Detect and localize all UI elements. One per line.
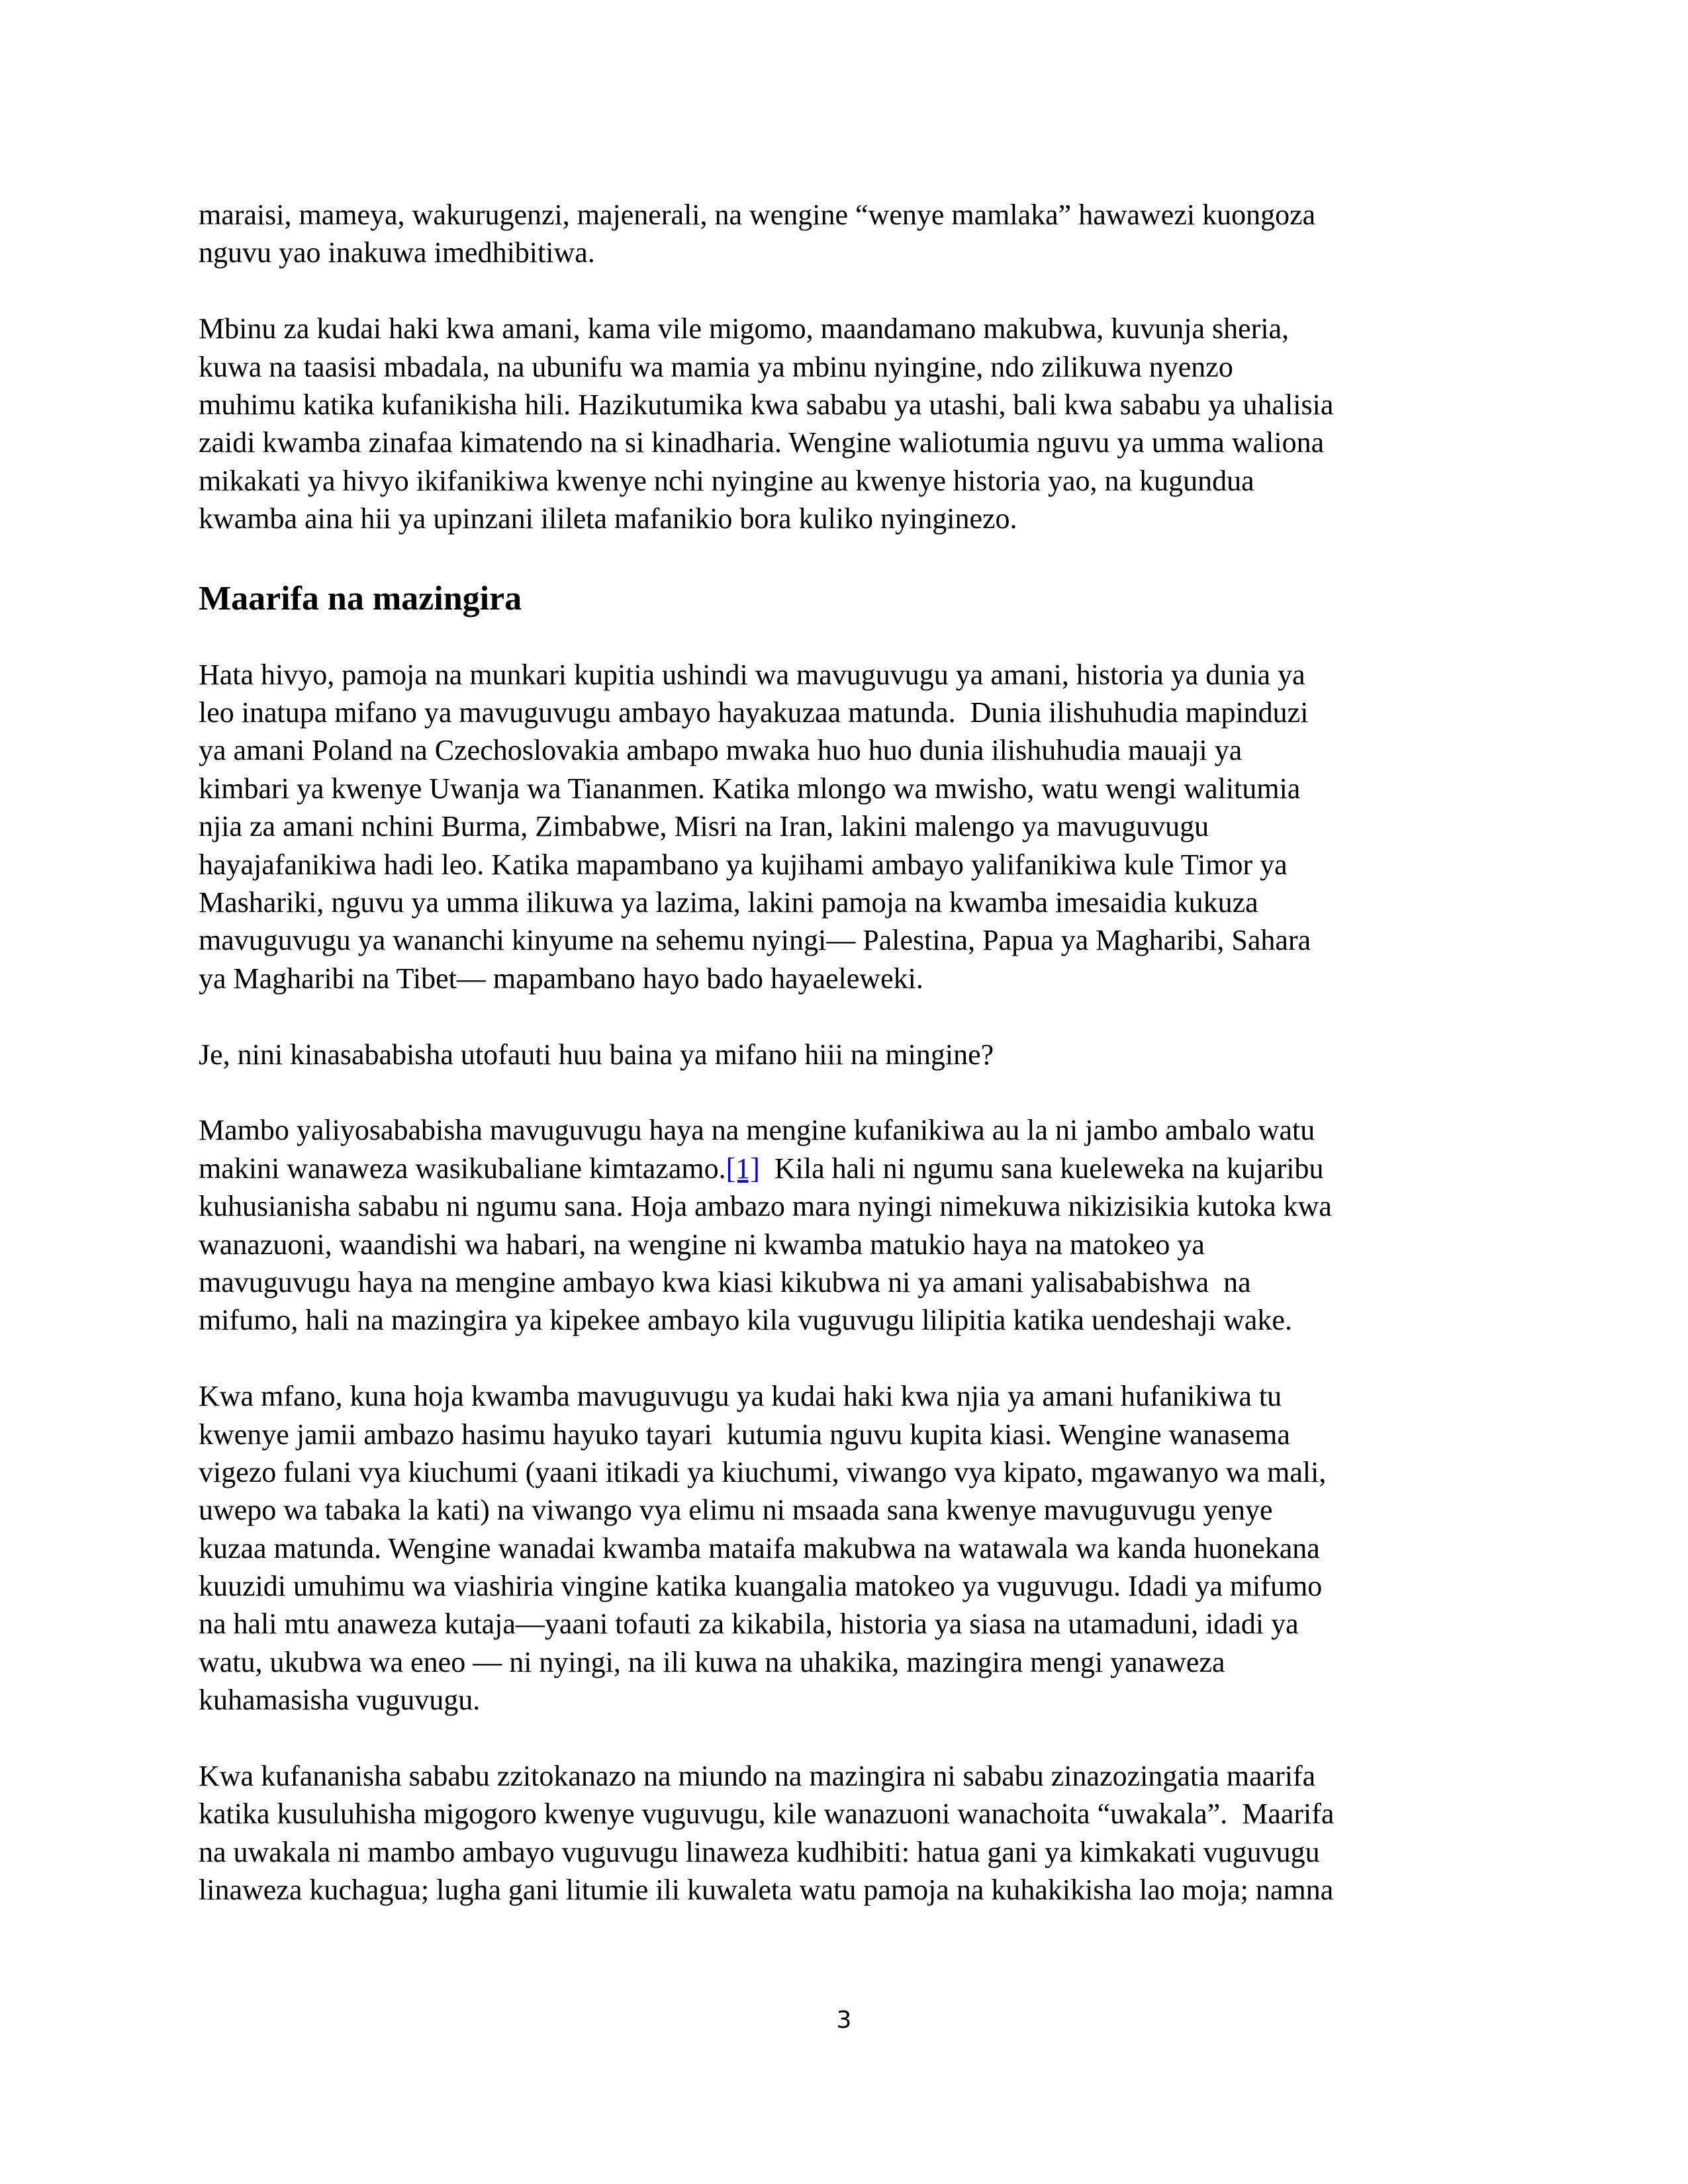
text-line: nguvu yao inakuwa imedhibitiwa. (199, 236, 595, 269)
text-line: Kwa kufananisha sababu zzitokanazo na miundo na mazingira ni sababu zinazozingatia maarifa (199, 1760, 1316, 1793)
section-heading-wrapper (199, 576, 1496, 617)
text-line: hayajafanikiwa hadi leo. Katika mapambano ya kujihami ambayo yalifanikiwa kule Timor ya (199, 848, 1288, 881)
text-line: Mashariki, nguvu ya umma ilikuwa ya lazima, lakini pamoja na kwamba imesaidia kukuza (199, 886, 1258, 919)
text-line: mavuguvugu ya wananchi kinyume na sehemu nyingi— Palestina, Papua ya Magharibi, Sahara (199, 924, 1311, 957)
text-line: kuuzidi umuhimu wa viashiria vingine katika kuangalia matokeo ya vuguvugu. Idadi ya mifumo (199, 1570, 1323, 1603)
text-line: Hata hivyo, pamoja na munkari kupitia ushindi wa mavuguvugu ya amani, historia ya dunia ya (199, 658, 1305, 691)
text-line: kuhamasisha vuguvugu. (199, 1684, 481, 1717)
paragraph (199, 196, 1496, 272)
paragraph (199, 656, 1496, 998)
text-line: maraisi, mameya, wakurugenzi, majenerali, na wengine “wenye mamlaka” hawawezi kuongoza (199, 199, 1316, 231)
text-line-with-footnote (199, 1150, 1496, 1187)
text-line: mifumo, hali na mazingira ya kipekee ambayo kila vuguvugu lilipitia katika uendeshaji wake. (199, 1304, 1292, 1337)
page-number: 3 (836, 2007, 852, 2034)
section-heading: Maarifa na mazingira (199, 579, 522, 617)
paragraph (199, 310, 1496, 537)
footnote-link[interactable]: [1] (726, 1152, 760, 1185)
text-line: muhimu katika kufanikisha hili. Hazikutumika kwa sababu ya utashi, bali kwa sababu ya uhalisia (199, 388, 1334, 421)
paragraph (199, 1111, 1496, 1339)
text-segment: makini wanaweza wasikubaliane kimtazamo. (199, 1152, 726, 1185)
text-line: Mbinu za kudai haki kwa amani, kama vile migomo, maandamano makubwa, kuvunja sheria, (199, 312, 1289, 345)
text-line: kuhusianisha sababu ni ngumu sana. Hoja ambazo mara nyingi nimekuwa nikizisikia kutoka kwa (199, 1190, 1332, 1223)
text-line: mavuguvugu haya na mengine ambayo kwa kiasi kikubwa ni ya amani yalisababishwa na (199, 1265, 1251, 1298)
text-line: ya Magharibi na Tibet— mapambano hayo bado hayaeleweki. (199, 962, 923, 995)
paragraph (199, 1377, 1496, 1719)
paragraph (199, 1757, 1496, 1909)
text-line: Je, nini kinasababisha utofauti huu baina ya mifano hiii na mingine? (199, 1038, 994, 1071)
text-line: Mambo yaliyosababisha mavuguvugu haya na mengine kufanikiwa au la ni jambo ambalo watu (199, 1114, 1315, 1147)
text-segment: Kila hali ni ngumu sana kueleweka na kujaribu (759, 1152, 1324, 1185)
paragraph-question (199, 1036, 1496, 1073)
text-line: Kwa mfano, kuna hoja kwamba mavuguvugu ya kudai haki kwa njia ya amani hufanikiwa tu (199, 1380, 1282, 1413)
text-line: kwenye jamii ambazo hasimu hayuko tayari kutumia nguvu kupita kiasi. Wengine wanasema (199, 1418, 1290, 1451)
body-text (199, 196, 1496, 1947)
text-line: katika kusuluhisha migogoro kwenye vuguvugu, kile wanazuoni wanachoita “uwakala”. Maarifa (199, 1797, 1335, 1831)
text-line: uwepo wa tabaka la kati) na viwango vya elimu ni msaada sana kwenye mavuguvugu yenye (199, 1494, 1273, 1527)
text-line: leo inatupa mifano ya mavuguvugu ambayo hayakuzaa matunda. Dunia ilishuhudia mapinduzi (199, 696, 1309, 729)
text-line: ya amani Poland na Czechoslovakia ambapo mwaka huo huo dunia ilishuhudia mauaji ya (199, 734, 1243, 767)
text-line: vigezo fulani vya kiuchumi (yaani itikadi ya kiuchumi, viwango vya kipato, mgawanyo wa mali, (199, 1455, 1327, 1488)
text-line: kuzaa matunda. Wengine wanadai kwamba mataifa makubwa na watawala wa kanda huonekana (199, 1531, 1320, 1565)
text-line: wanazuoni, waandishi wa habari, na wengine ni kwamba matukio haya na matokeo ya (199, 1228, 1205, 1261)
text-line: kimbari ya kwenye Uwanja wa Tiananmen. Katika mlongo wa mwisho, watu wengi walitumia (199, 772, 1301, 805)
text-line: zaidi kwamba zinafaa kimatendo na si kinadharia. Wengine waliotumia nguvu ya umma waliona (199, 426, 1325, 459)
text-line: njia za amani nchini Burma, Zimbabwe, Misri na Iran, lakini malengo ya mavuguvugu (199, 810, 1209, 843)
text-line: kwamba aina hii ya upinzani ilileta mafanikio bora kuliko nyinginezo. (199, 502, 1017, 535)
text-line: na uwakala ni mambo ambayo vuguvugu linaweza kudhibiti: hatua gani ya kimkakati vuguvugu (199, 1835, 1320, 1868)
text-line: linaweza kuchagua; lugha gani litumie ili kuwaleta watu pamoja na kuhakikisha lao moja; namna (199, 1874, 1334, 1907)
text-line: mikakati ya hivyo ikifanikiwa kwenye nchi nyingine au kwenye historia yao, na kugundua (199, 464, 1254, 497)
text-line: watu, ukubwa wa eneo — ni nyingi, na ili kuwa na uhakika, mazingira mengi yanaweza (199, 1645, 1225, 1678)
text-line: na hali mtu anaweza kutaja—yaani tofauti za kikabila, historia ya siasa na utamaduni, idadi ya (199, 1608, 1299, 1641)
text-line: kuwa na taasisi mbadala, na ubunifu wa mamia ya mbinu nyingine, ndo zilikuwa nyenzo (199, 350, 1233, 383)
